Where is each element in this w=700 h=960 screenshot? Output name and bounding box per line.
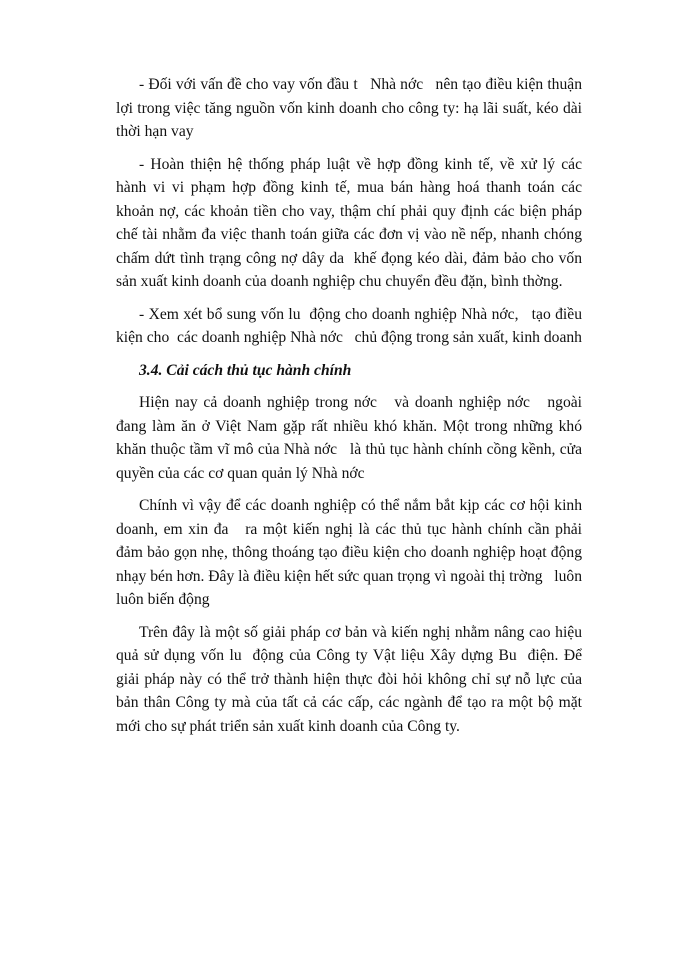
paragraph-loan-policy: - Đối với vấn đề cho vay vốn đầu t Nhà nớc nên tạo điều kiện thuận lợi trong việc tăng nguồn vốn kinh doanh cho công ty: hạ lãi suất, kéo dài thời hạn vay: [116, 76, 586, 140]
document-body: [116, 73, 586, 747]
section-heading: 3.4. Cải cách thủ tục hành chính: [139, 361, 352, 379]
paragraph-conclusion: Trên đây là một số giải pháp cơ bản và kiến nghị nhằm nâng cao hiệu quả sử dụng vốn lu động của Công ty Vật liệu Xây dựng Bu điện. Để giải pháp này có thể trở thành hiện thực đòi hỏi không chỉ sự nỗ lực của bản thân Công ty mà của tất cả các cấp, các ngành để tạo ra một bộ mặt mới cho sự phát triển sản xuất kinh doanh của Công ty.: [116, 623, 586, 735]
paragraph-difficulties: Hiện nay cả doanh nghiệp trong nớc và doanh nghiệp nớc ngoài đang làm ăn ở Việt Nam gặp rất nhiều khó khăn. Một trong những khó khăn thuộc tầm vĩ mô của Nhà nớc là thủ tục hành chính cồng kềnh, cửa quyền của các cơ quan quản lý Nhà nớc: [116, 394, 586, 482]
paragraph-recommendation: Chính vì vậy để các doanh nghiệp có thể nắm bắt kịp các cơ hội kinh doanh, em xin đa ra một kiến nghị là các thủ tục hành chính cần phải đảm bảo gọn nhẹ, thông thoáng tạo điều kiện cho doanh nghiệp hoạt động nhạy bén hơn. Đây là điều kiện hết sức quan trọng vì ngoài thị trờng luôn luôn biến động: [116, 497, 586, 608]
paragraph-working-capital: - Xem xét bổ sung vốn lu động cho doanh nghiệp Nhà nớc, tạo điều kiện cho các doanh nghiệp Nhà nớc chủ động trong sản xuất, kinh doanh: [116, 305, 586, 346]
paragraph-contract-law: - Hoàn thiện hệ thống pháp luật về hợp đồng kinh tế, về xử lý các hành vi vi phạm hợp đồng kinh tế, mua bán hàng hoá thanh toán các khoản nợ, các khoản tiền cho vay, thậm chí phải quy định các biện pháp chế tài nhằm đa việc thanh toán giữa các đơn vị vào nề nếp, nhanh chóng chấm dứt tình trạng công nợ dây da khế đọng kéo dài, đảm bảo cho vốn sản xuất kinh doanh của doanh nghiệp chu chuyển đều đặn, bình thờng.: [116, 155, 586, 290]
